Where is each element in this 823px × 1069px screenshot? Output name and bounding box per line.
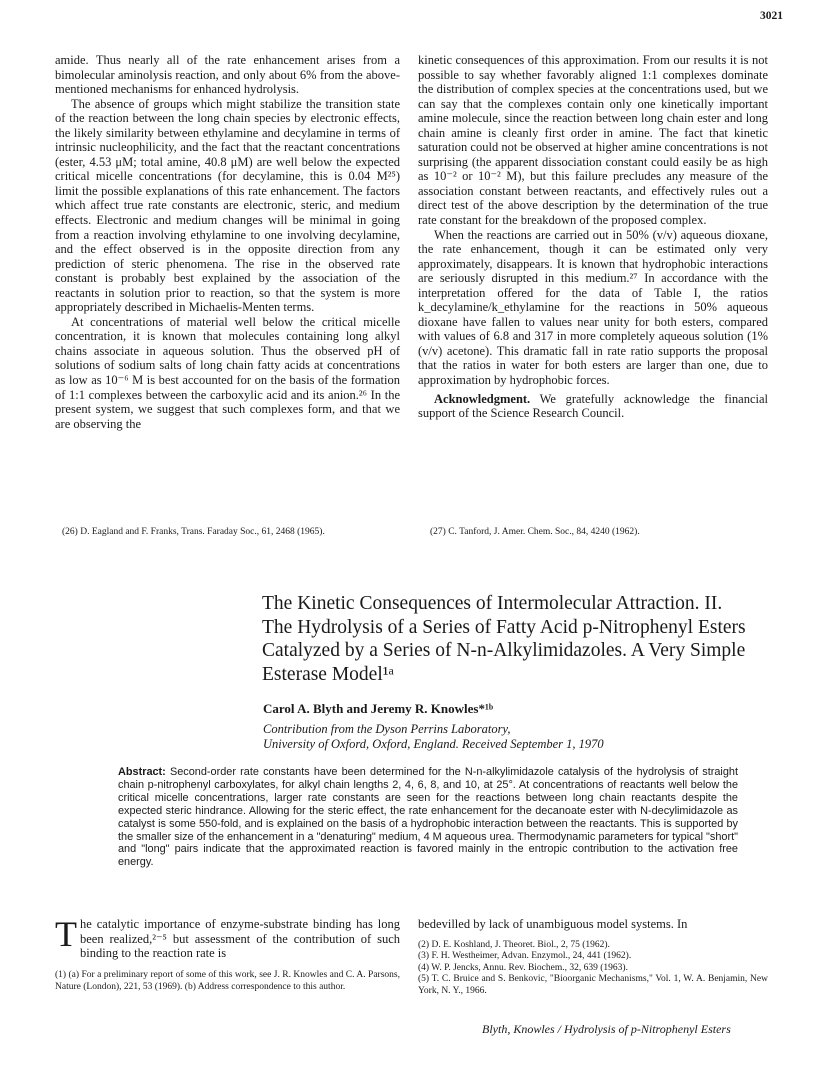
title-line: Esterase Model¹ᵃ: [262, 663, 394, 685]
reference-item: (2) D. E. Koshland, J. Theoret. Biol., 2, 75 (1962).: [418, 939, 610, 950]
paragraph: The absence of groups which might stabilize the transition state of the reaction between the long chain species by electronic effects, the likely similarity between ethylamine and decylamine in terms of intrinsic nucleophilicity, and the fact that the reactant concentrations (ester, 4.53 μM; total amine, 40.8 μM) are well below the expected critical micelle concentrations (for decylamine, this is 0.04 M²⁵) limit the possible explanations of this rate enhancement. The factors which affect true rate constants are electronic, steric, and medium effects. Electronic and medium changes will be minimal in going from a reaction involving ethylamine to one involving decylamine, and the effect observed is in the opposite direction from any prediction of steric phenomena. The rise in the observed rate constant is probably best explained by the association of the reactants in solution prior to reaction, so that the system is more appropriately described in Michaelis-Menten terms.: [55, 96, 400, 315]
title-line: The Kinetic Consequences of Intermolecular Attraction. II.: [262, 593, 723, 614]
page-number: 3021: [760, 10, 783, 22]
paragraph: When the reactions are carried out in 50% (v/v) aqueous dioxane, the rate enhancement, though it can be estimated only very approximately, disappears. It is known that hydrophobic interactions are seriously disrupted in this medium.²⁷ In accordance with the interpretation offered for the data of Table I, the ratios k_decylamine/k_ethylamine for the reactions in 50% aqueous dioxane have fallen to values near unity for both esters, compared with values of 6.8 and 317 in more completely aqueous solution (1% (v/v) acetone). This dramatic fall in rate ratio supports the proposal that the ratios in water for both esters are larger than one, due to approximation by hydrophobic forces.: [418, 227, 768, 388]
footnote-1: (1) (a) For a preliminary report of some of this work, see J. R. Knowles and C. A. Parsons, Nature (London), 221, 53 (1969). (b) Address correspondence to this author.: [55, 969, 400, 992]
drop-cap: T: [55, 914, 77, 954]
reference-item: (4) W. P. Jencks, Annu. Rev. Biochem., 32, 639 (1963).: [418, 962, 628, 973]
left-column: [55, 53, 400, 431]
title-line: The Hydrolysis of a Series of Fatty Acid p-Nitrophenyl Esters: [262, 616, 746, 638]
reference-item: (3) F. H. Westheimer, Advan. Enzymol., 24, 441 (1962).: [418, 951, 632, 962]
article-title: [262, 592, 792, 686]
references: [418, 940, 768, 998]
running-footer: Blyth, Knowles / Hydrolysis of p-Nitrophenyl Esters: [482, 1022, 731, 1036]
paragraph: amide. Thus nearly all of the rate enhancement arises from a bimolecular aminolysis reaction, and only about 6% from the above-mentioned mechanisms for enhanced hydrolysis.: [55, 53, 400, 97]
intro-right-column: [418, 917, 768, 997]
right-column: [418, 53, 768, 421]
intro-paragraph-continued: bedevilled by lack of unambiguous model systems. In: [418, 917, 688, 931]
abstract-text: Second-order rate constants have been determined for the N-n-alkylimidazole catalysis of the hydrolysis of straight chain p-nitrophenyl carboxylates, for alkyl chain lengths 2, 4, 6, 8, and 10, at 25°. At concentrations of reactants well below the critical micelle concentrations, larger rate constants are seen for the reactions between long chain reactants despite the expected steric hindrance. Allowing for the steric effect, the rate enhancement for the decanoate ester with N-decylimidazole as catalyst is some 550-fold, and is explained on the basis of a hydrophobic interaction between the reactants. This is supported by the smaller size of the enhancement in a "denaturing" medium, 4 M aqueous urea. Thermodynamic parameters for typical "short" and "long" pairs indicate that the approximated reaction is favored mainly in the entropic contribution to the activation free energy.: [118, 766, 739, 869]
intro-text: he catalytic importance of enzyme-substrate binding has long been realized,²⁻⁵ but assessment of the contribution of such binding to the reaction rate is: [80, 917, 400, 961]
acknowledgment-text: We gratefully acknowledge the financial support of the Science Research Council.: [418, 391, 768, 421]
reference-item: (5) T. C. Bruice and S. Benkovic, "Bioorganic Mechanisms," Vol. 1, W. A. Benjamin, New York, N. Y., 1966.: [418, 974, 768, 996]
intro-left-column: [55, 914, 400, 993]
intro-paragraph: [55, 914, 400, 961]
affiliation: [263, 722, 604, 752]
affiliation-line: University of Oxford, Oxford, England. Received September 1, 1970: [263, 737, 604, 751]
footnote-26: (26) D. Eagland and F. Franks, Trans. Faraday Soc., 61, 2468 (1965).: [62, 527, 325, 537]
acknowledgment-label: Acknowledgment.: [434, 391, 531, 406]
paragraph: kinetic consequences of this approximation. From our results it is not possible to say whether favorably aligned 1:1 complexes dominate the distribution of complex species at the concentrations used, but we can say that the complexes contain only one kinetically important amine molecule, since the reaction between long chain ester and long chain amine is cleanly first order in amine. The fact that kinetic saturation could not be observed at higher amine concentrations is not surprising (the apparent dissociation constant could easily be as high as 10⁻² or 10⁻² M), but this failure precludes any measure of the association constant between reactants, and effectively rules out a direct test of the above description by the determination of the true rate constant for the breakdown of the proposed complex.: [418, 53, 768, 228]
abstract: [118, 766, 738, 869]
paragraph: At concentrations of material well below the critical micelle concentration, it is known that molecules containing long alkyl chains associate in aqueous solution. Thus the observed pH of solutions of sodium salts of long chain fatty acids at concentrations as low as 10⁻⁶ M is best accounted for on the basis of the formation of 1:1 complexes between the carboxylic acid and its anion.²⁶ In the present system, we suggest that such complexes form, and that we are observing the: [55, 314, 400, 431]
footnote-27: (27) C. Tanford, J. Amer. Chem. Soc., 84, 4240 (1962).: [430, 527, 640, 537]
acknowledgment: [418, 392, 768, 421]
title-line: Catalyzed by a Series of N-n-Alkylimidazoles. A Very Simple: [262, 640, 746, 661]
abstract-label: Abstract:: [118, 766, 166, 778]
affiliation-line: Contribution from the Dyson Perrins Laboratory,: [263, 722, 511, 736]
authors: Carol A. Blyth and Jeremy R. Knowles*¹ᵇ: [263, 701, 494, 716]
